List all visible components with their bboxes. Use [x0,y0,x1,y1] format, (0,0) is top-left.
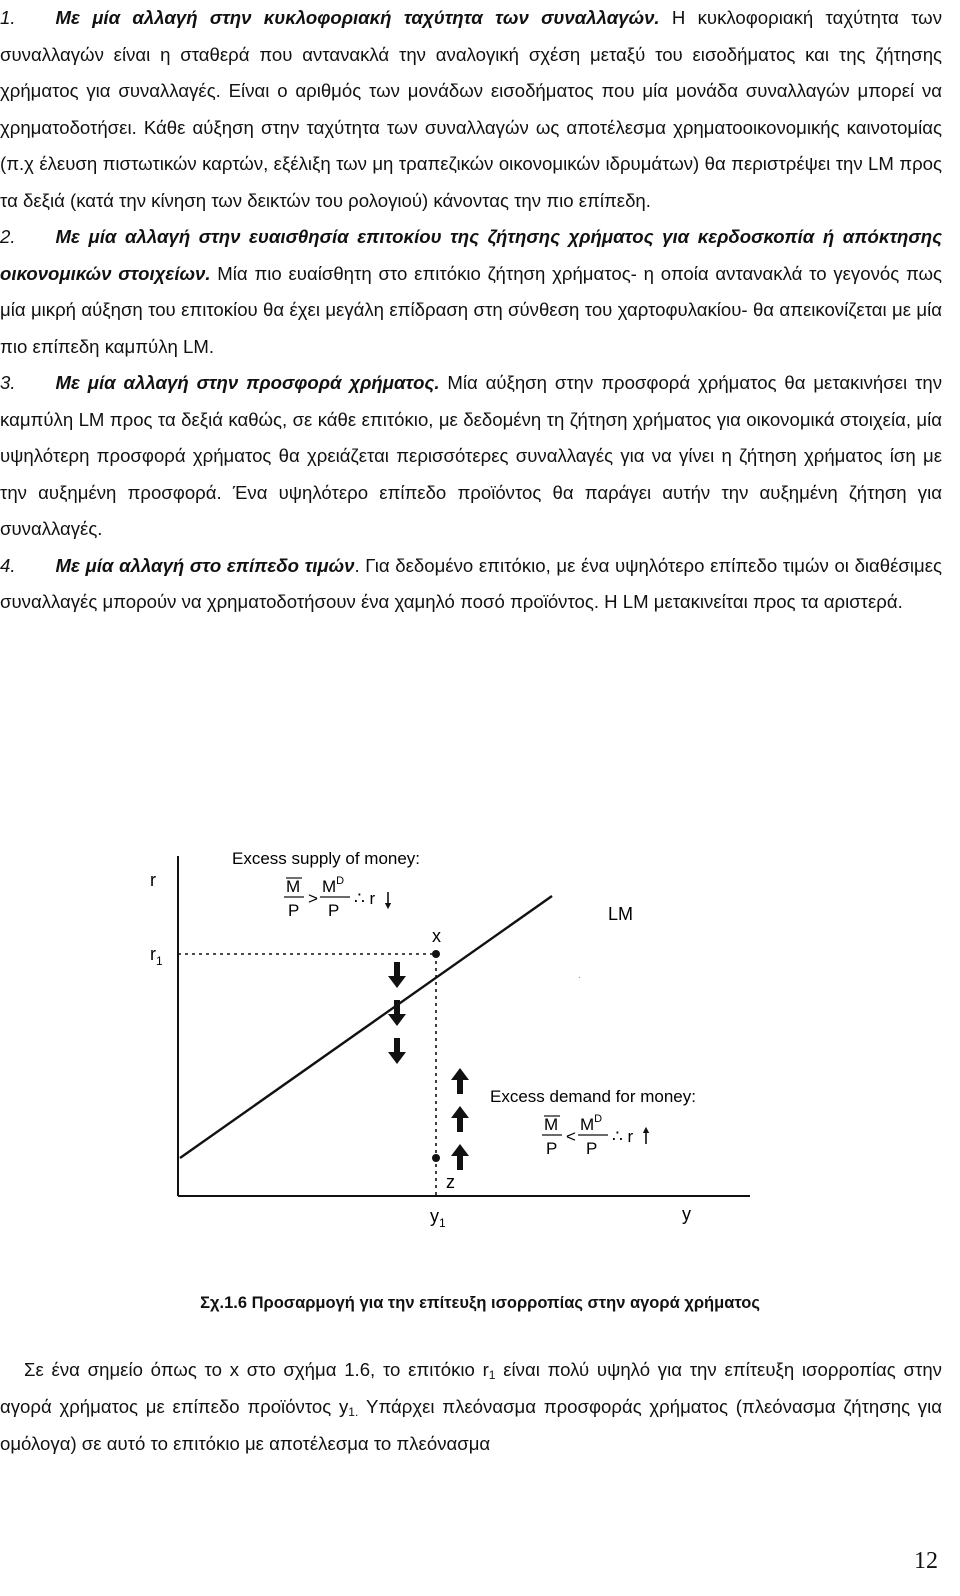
down-arrow-icon [388,1038,406,1064]
paragraph-heading: Με μία αλλαγή στην ευαισθησία επιτοκίου της ζήτησης χρήματος για κερδοσκοπία ή απόκτησης οικονομικών στοιχείων. [0,226,942,284]
paragraph-3 [0,365,942,548]
svg-text:<: < [566,1127,576,1146]
svg-text:P: P [586,1139,598,1158]
main-text [0,0,942,621]
excess-supply-title: Excess supply of money: [232,849,421,868]
lm-adjustment-diagram [140,838,780,1246]
paragraph-number: 1. [0,7,16,28]
paragraph-body: Η κυκλοφοριακή ταχύτητα των συναλλαγών είναι η σταθερά που αντανακλά την αναλογική σχέση μεταξύ του εισοδήματος και της ζήτησης χρήματος για συναλλαγές. Είναι ο αριθμός των μονάδων εισοδήματος που μία μονάδα συναλλαγών μπορεί να χρηματοδοτήσει. Κάθε αύξηση στην ταχύτητα των συναλλαγών ως αποτέλεσμα χρηματοοικονομικής καινοτομίας (π.χ έλευση πιστωτικών καρτών, εξέλιξη των μη τραπεζικών οικονομικών ιδρυμάτων) θα περιστρέψει την LM προς τα δεξιά (κατά την κίνηση των δεικτών του ρολογιού) κάνοντας την πιο επίπεδη. [0,7,942,211]
paragraph-body: Μία αύξηση στην προσφορά χρήματος θα μετακινήσει την καμπύλη LM προς τα δεξιά καθώς, σε κάθε επιτόκιο, με δεδομένη τη ζήτηση χρήματος για οικονομικά στοιχεία, μία υψηλότερη προσφορά χρήματος θα χρειάζεται περισσότερες συναλλαγές για να γίνει η ζήτηση χρήματος ίση με την αυξημένη προσφορά. Ένα υψηλότερο επίπεδο προϊόντος θα παράγει αυτήν την αυξημένη ζήτηση για συναλλαγές. [0,372,942,539]
point-z [432,1154,440,1162]
paragraph-heading: Με μία αλλαγή στην προσφορά χρήματος. [55,372,440,393]
r1-label: $r_1$ [150,944,163,968]
paragraph-2 [0,219,942,365]
point-x-label: x [432,926,441,946]
up-arrows [451,1068,469,1170]
y-axis-label: r [150,870,156,890]
up-arrow-icon [451,1106,469,1132]
excess-supply-formula [284,875,388,920]
lm-curve [180,896,552,1158]
svg-text:>: > [308,889,318,908]
excess-demand-title: Excess demand for money: [490,1087,696,1106]
down-arrow-icon [388,1000,406,1026]
figure-caption: Σχ.1.6 Προσαρμογή για την επίτευξη ισορροπίας στην αγορά χρήματος [200,1294,760,1312]
svg-text:P: P [328,901,340,920]
svg-text:∴ r: ∴ r [354,889,376,908]
svg-text:P: P [288,901,300,920]
point-z-label: z [446,1172,455,1192]
svg-text:∴ r: ∴ r [612,1127,634,1146]
paragraph-heading: Με μία αλλαγή στο επίπεδο τιμών [55,554,355,576]
paragraph-1 [0,0,942,219]
paragraph-body: Μία πιο ευαίσθητη στο επιτόκιο ζήτηση χρήματος- η οποία αντανακλά το γεγονός πως μία μικρή αύξηση του επιτοκίου θα έχει μεγάλη επίδραση στη σύνθεση του χαρτοφυλακίου- θα απεικονίζεται με μία πιο επίπεδη καμπύλη LM. [0,262,942,357]
paragraph-heading: Με μία αλλαγή στην κυκλοφοριακή ταχύτητα των συναλλαγών. [55,7,660,28]
y1-label: $y_1$ [430,1206,446,1230]
paragraph-number: 2. [0,226,16,247]
excess-demand-formula [542,1113,646,1158]
svg-text:MD: $M^D$ [580,1113,603,1134]
page-number: 12 [914,1548,938,1574]
lm-curve-label: LM [608,904,634,924]
paragraph-number: 4. [0,554,16,576]
bottom-paragraph: Σε ένα σημείο όπως το x στο σχήμα 1.6, το επιτόκιο $r_1$ είναι πολύ υψηλό για την επίτευξη ισορροπίας στην αγορά χρήματος με επίπεδο προϊόντος $y_{1.}$ Υπάρχει πλεόνασμα προσφοράς χρήματος (πλεόνασμα ζήτησης για ομόλογα) σε αυτό το επιτόκιο με αποτέλεσμα το πλεόνασμα [0,1359,942,1454]
down-arrow-icon [388,962,406,988]
up-arrow-icon [451,1144,469,1170]
svg-text:MD: $M^D$ [322,875,345,896]
paragraph-body: . Για δεδομένο επιτόκιο, με ένα υψηλότερο επίπεδο τιμών οι διαθέσιμες συναλλαγές μπορούν να χρηματοδοτήσουν ένα χαμηλό ποσό προϊόντος. Η LM μετακινείται προς τα αριστερά. [0,554,942,612]
stray-mark: . [578,970,581,981]
bottom-text [0,1352,942,1462]
svg-text:P: P [546,1139,558,1158]
svg-text:M: M [544,1115,559,1134]
paragraph-number: 3. [0,372,16,393]
up-arrow-icon [451,1068,469,1094]
x-axis-label: y [682,1204,691,1224]
paragraph-4 [0,548,942,621]
down-arrows [388,962,406,1064]
point-x [432,950,440,958]
svg-text:M: M [286,877,301,896]
